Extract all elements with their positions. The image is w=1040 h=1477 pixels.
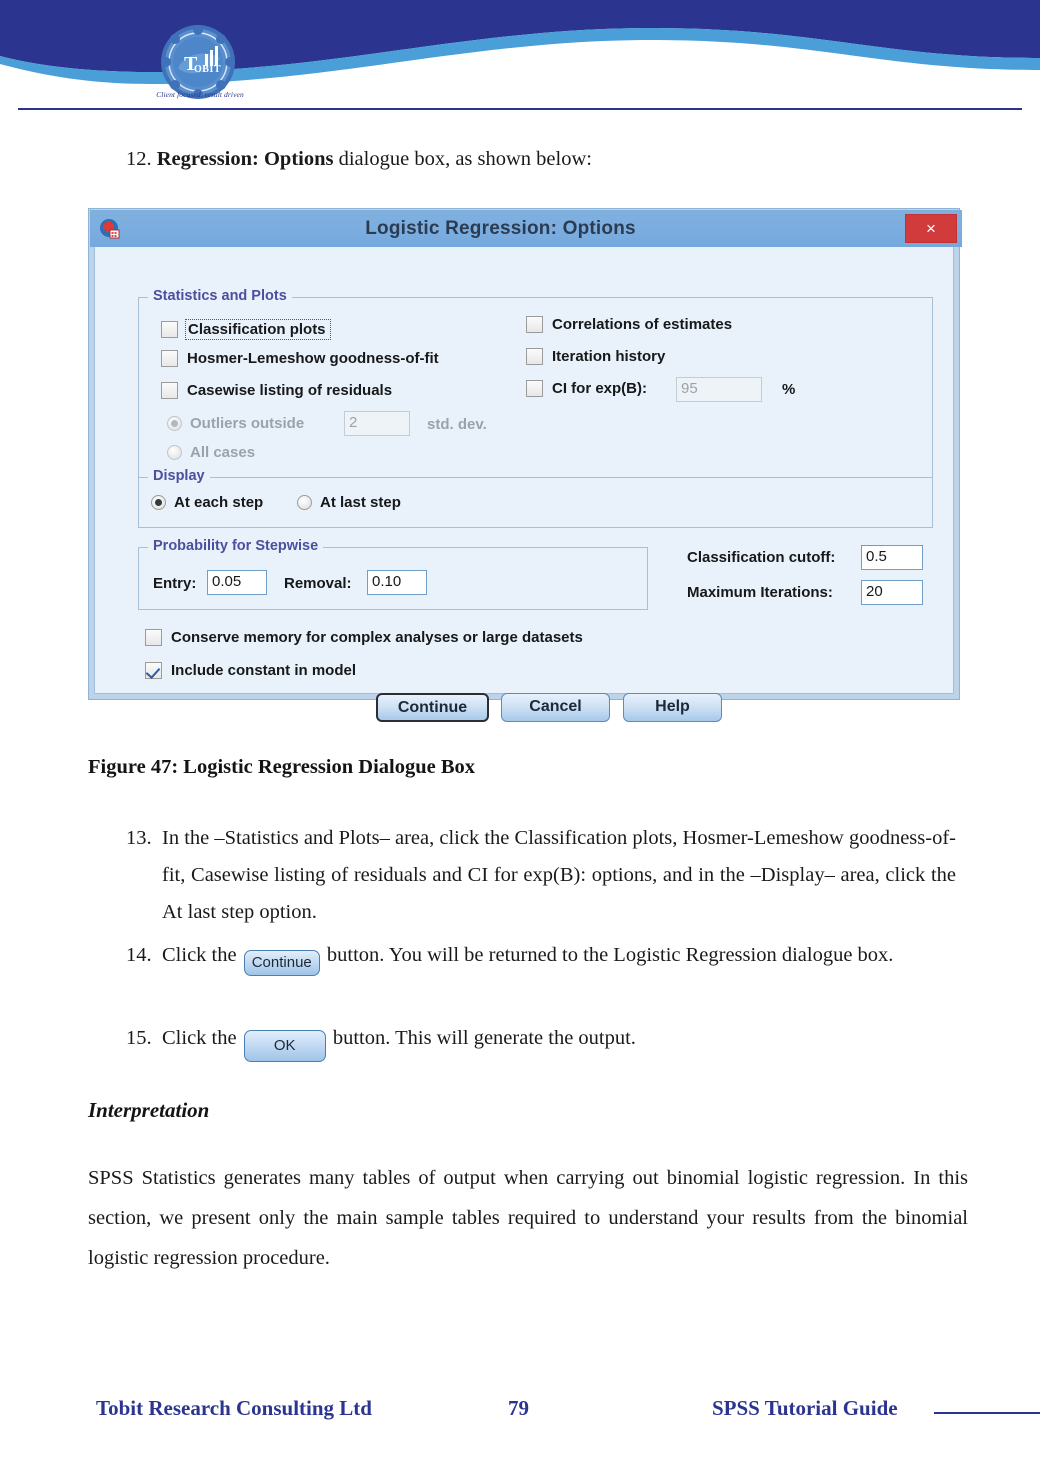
- figure-caption: Figure 47: Logistic Regression Dialogue Box: [88, 756, 476, 778]
- step-14-number: 14.: [126, 944, 152, 966]
- checkbox-correlations-of-estimates-label: Correlations of estimates: [552, 316, 733, 333]
- dialog-titlebar[interactable]: [90, 210, 962, 247]
- step-15-text: [162, 1020, 956, 1062]
- group-statistics-and-plots: [138, 288, 933, 478]
- radio-outliers-outside-label: Outliers outside: [190, 415, 305, 432]
- radio-at-last-step[interactable]: [297, 494, 401, 511]
- step-15-number: 15.: [126, 1027, 152, 1049]
- footer-page-number: 79: [508, 1396, 529, 1420]
- group-probability-for-stepwise: [138, 538, 648, 610]
- step-14-pre: Click the: [162, 944, 242, 966]
- checkbox-casewise-listing-label: Casewise listing of residuals: [187, 382, 393, 399]
- checkbox-ci-for-exp-b[interactable]: [526, 380, 647, 397]
- checkbox-hosmer-lemeshow-box[interactable]: [161, 350, 178, 367]
- radio-at-each-step[interactable]: [151, 494, 263, 511]
- spss-dialog-icon: [98, 217, 122, 241]
- header-divider-rule: [18, 108, 1022, 110]
- step-15-post: button. This will generate the output.: [327, 1027, 636, 1049]
- checkbox-include-constant-box[interactable]: [145, 662, 162, 679]
- interpretation-paragraph: SPSS Statistics generates many tables of output when carrying out binomial logistic regression. In this section, we present only the main sample tables required to understand your results from the binomial logistic regression procedure.: [88, 1167, 968, 1269]
- dialog-title: Logistic Regression: Options: [365, 217, 636, 239]
- checkbox-conserve-memory-label: Conserve memory for complex analyses or large datasets: [171, 629, 583, 646]
- checkbox-include-constant-label: Include constant in model: [171, 662, 357, 679]
- page-footer: [0, 1396, 1040, 1436]
- checkbox-iteration-history-label: Iteration history: [552, 348, 666, 365]
- logistic-regression-options-dialog: [88, 208, 960, 716]
- group-display: [138, 468, 933, 528]
- svg-text:OBIT: OBIT: [194, 64, 222, 75]
- label-removal: Removal:: [284, 575, 352, 592]
- input-classification-cutoff[interactable]: 0.5: [861, 545, 923, 570]
- radio-at-each-step-dot[interactable]: [151, 495, 166, 510]
- step-15-paragraph: [126, 1020, 956, 1062]
- checkbox-classification-plots[interactable]: [161, 319, 331, 340]
- checkbox-conserve-memory[interactable]: [145, 629, 583, 646]
- inline-ok-button[interactable]: OK: [244, 1030, 326, 1062]
- radio-all-cases-dot: [167, 445, 182, 460]
- checkbox-correlations-of-estimates-box[interactable]: [526, 316, 543, 333]
- group-display-legend: Display: [148, 468, 210, 484]
- continue-button[interactable]: Continue: [376, 693, 489, 722]
- input-entry-probability[interactable]: 0.05: [207, 570, 267, 595]
- step-13-number: 13.: [126, 827, 152, 849]
- checkbox-casewise-listing-box[interactable]: [161, 382, 178, 399]
- close-icon[interactable]: ×: [905, 214, 957, 243]
- step-12-rest: dialogue box, as shown below:: [333, 148, 592, 170]
- radio-at-each-step-label: At each step: [174, 494, 264, 511]
- label-std-dev: std. dev.: [427, 416, 487, 433]
- step-14-paragraph: [126, 937, 956, 976]
- footer-guide-title: SPSS Tutorial Guide: [712, 1396, 898, 1420]
- label-maximum-iterations: Maximum Iterations:: [687, 584, 833, 601]
- checkbox-iteration-history-box[interactable]: [526, 348, 543, 365]
- input-outliers-value: 2: [344, 411, 410, 436]
- svg-text:T: T: [184, 53, 198, 75]
- checkbox-hosmer-lemeshow-label: Hosmer-Lemeshow goodness-of-fit: [187, 350, 439, 367]
- footer-company-name: Tobit Research Consulting Ltd: [96, 1396, 372, 1420]
- checkbox-ci-for-exp-b-label: CI for exp(B):: [552, 380, 647, 397]
- step-14-post: button. You will be returned to the Logistic Regression dialogue box.: [321, 944, 894, 966]
- radio-all-cases: [167, 444, 255, 461]
- help-button[interactable]: Help: [623, 693, 722, 722]
- group-statistics-and-plots-legend: Statistics and Plots: [148, 288, 292, 304]
- dialog-body: [95, 247, 953, 716]
- input-ci-value: 95: [676, 377, 762, 402]
- step-12-bold-term: Regression: Options: [156, 148, 334, 170]
- cancel-button[interactable]: Cancel: [501, 693, 610, 722]
- label-classification-cutoff: Classification cutoff:: [687, 549, 836, 566]
- radio-all-cases-label: All cases: [190, 444, 256, 461]
- input-removal-probability[interactable]: 0.10: [367, 570, 427, 595]
- inline-continue-button[interactable]: Continue: [244, 950, 320, 976]
- checkbox-classification-plots-box[interactable]: [161, 321, 178, 338]
- checkbox-include-constant-in-model[interactable]: [145, 662, 356, 679]
- step-12-number: 12.: [126, 148, 152, 170]
- radio-outliers-outside: [167, 415, 304, 432]
- checkbox-ci-for-exp-b-box[interactable]: [526, 380, 543, 397]
- checkbox-hosmer-lemeshow[interactable]: [161, 350, 439, 367]
- step-14-text: [162, 937, 956, 976]
- radio-outliers-outside-dot: [167, 416, 182, 431]
- checkbox-conserve-memory-box[interactable]: [145, 629, 162, 646]
- step-15-pre: Click the: [162, 1027, 242, 1049]
- checkbox-iteration-history[interactable]: [526, 348, 665, 365]
- interpretation-heading: Interpretation: [88, 1098, 210, 1122]
- checkbox-casewise-listing-of-residuals[interactable]: [161, 382, 392, 399]
- checkbox-correlations-of-estimates[interactable]: [526, 316, 732, 333]
- step-13-paragraph: [126, 820, 956, 931]
- group-probability-for-stepwise-legend: Probability for Stepwise: [148, 538, 323, 554]
- step-13-text: In the –Statistics and Plots– area, click the Classification plots, Hosmer-Lemeshow goodness-of-fit, Casewise listing of residuals and CI for exp(B): options, and in the –Display– area, click the At last step option.: [162, 827, 956, 923]
- label-entry: Entry:: [153, 575, 197, 592]
- radio-at-last-step-label: At last step: [320, 494, 401, 511]
- input-maximum-iterations[interactable]: 20: [861, 580, 923, 605]
- logo-tagline: Client focused, result driven: [156, 90, 244, 99]
- footer-decorative-rule: [934, 1412, 1040, 1414]
- label-ci-percent: %: [782, 381, 796, 398]
- radio-at-last-step-dot[interactable]: [297, 495, 312, 510]
- checkbox-classification-plots-label: Classification plots: [185, 319, 331, 340]
- dialog-inner-frame: [94, 214, 954, 716]
- step-12-paragraph: [126, 146, 946, 172]
